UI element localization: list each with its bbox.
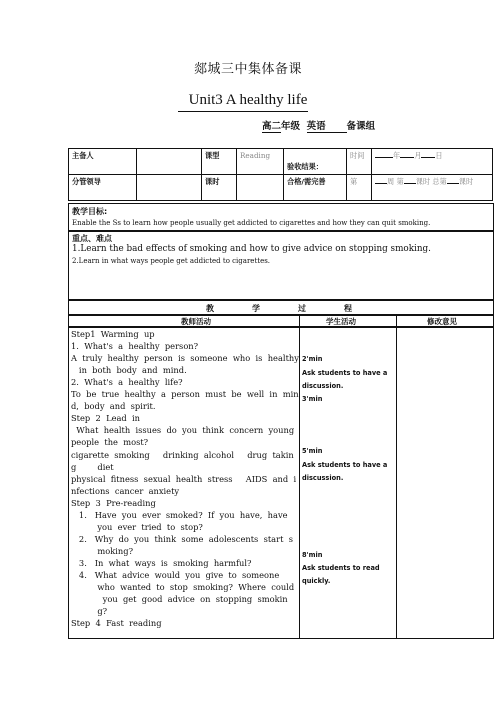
type-label: 课型 <box>202 149 237 175</box>
student-time-2: 3'min <box>302 395 323 403</box>
period-prefix: 第 <box>396 177 404 186</box>
check-label: 验收结果： <box>284 149 347 175</box>
teacher-line: in both body and mind. <box>71 365 187 376</box>
type-value: Reading <box>237 149 284 175</box>
teacher-line: 4. What advice would you give to someone <box>71 570 280 580</box>
period-count-cell <box>372 175 493 201</box>
unit-title: Unit3 A healthy life <box>188 92 308 108</box>
leader-value <box>137 175 202 201</box>
teacher-line: 2. What's a healthy life? <box>71 377 183 388</box>
teacher-line: 3. In what ways is smoking harmful? <box>71 557 252 568</box>
period-mid: 课时 总第 <box>415 177 447 186</box>
teacher-line: What health issues do you think concern young <box>71 425 295 436</box>
year-label: 年 <box>393 151 401 160</box>
student-time-3: 5'min <box>302 447 323 455</box>
month-label: 月 <box>414 151 422 160</box>
teacher-line: 1. Have you ever smoked? If you have, have <box>71 509 288 520</box>
process-char-1: 教 <box>206 304 214 313</box>
subject-value: 英语 <box>307 118 347 133</box>
unit-title-underline <box>178 111 308 112</box>
objectives-text: Enable the Ss to learn how people usually get addicted to cigarettes and how they can quit smoking. <box>72 219 431 227</box>
teacher-line: Step1 Warming up <box>71 329 155 339</box>
teacher-line: who wanted to stop smoking? Where could <box>71 582 295 593</box>
teacher-line: d, body and spirit. <box>71 401 156 412</box>
student-text-3a: Ask students to have a <box>302 461 388 469</box>
student-text-1b: discussion. <box>302 382 344 390</box>
grade-value: 高二 <box>262 118 281 133</box>
teacher-line: you get good advice on stopping smokin <box>71 594 288 605</box>
col-teacher: 教师活动 <box>181 317 211 326</box>
key-point-1: 1.Learn the bad effects of smoking and how to give advice on stopping smoking. <box>72 244 431 254</box>
teacher-line: 1. What's a healthy person? <box>71 341 199 352</box>
teacher-line: Step 4 Fast reading <box>71 618 162 629</box>
lead-value <box>137 149 202 175</box>
divider <box>396 326 397 638</box>
status-label: 合格/需完善 <box>284 175 347 201</box>
teacher-line: people the most? <box>71 437 149 448</box>
student-text-4a: Ask students to read <box>302 564 380 572</box>
grade-line <box>262 118 375 133</box>
grade-suffix: 年级 <box>281 121 301 132</box>
student-text-4b: quickly. <box>302 577 331 585</box>
period-suffix: 课时 <box>458 177 474 186</box>
key-point-2: 2.Learn in what ways people get addicted to cigarettes. <box>72 257 271 265</box>
key-points-box <box>68 230 494 301</box>
school-title: 郯城三中集体备课 <box>193 62 302 77</box>
lead-label: 主备人 <box>69 149 137 175</box>
teacher-line: physical fitness sexual health stress AIDS and i <box>71 473 297 484</box>
header-table <box>68 148 493 201</box>
objectives-label: 教学目标: <box>72 207 108 216</box>
leader-label: 分管领导 <box>69 175 137 201</box>
divider <box>299 326 300 638</box>
teacher-line: cigarette smoking drinking alcohol drug takin <box>71 449 294 460</box>
teacher-line: g diet <box>71 461 114 472</box>
col-notes: 修改意见 <box>427 317 457 326</box>
student-text-3b: discussion. <box>302 474 344 482</box>
col-student: 学生活动 <box>326 317 356 326</box>
teacher-line: Step 2 Lead in <box>71 413 141 424</box>
teacher-line: you ever tried to stop? <box>71 521 203 532</box>
week-cell <box>347 175 372 201</box>
student-text-1a: Ask students to have a <box>302 369 388 377</box>
week-suffix: 周 <box>387 177 395 186</box>
key-points-label: 重点、难点 <box>72 234 112 243</box>
process-char-2: 学 <box>252 304 260 313</box>
period-label: 课时 <box>202 175 237 201</box>
time-label: 时间 <box>347 149 372 175</box>
period-value <box>237 175 284 201</box>
student-time-4: 8'min <box>302 551 323 559</box>
teacher-line: moking? <box>71 545 134 556</box>
teacher-line: g? <box>71 606 108 617</box>
process-char-3: 过 <box>298 304 306 313</box>
group-suffix: 备课组 <box>346 121 376 132</box>
process-char-4: 程 <box>344 304 352 313</box>
teacher-line: A truly healthy person is someone who is healthy <box>71 353 299 364</box>
week-prefix: 第 <box>350 177 358 186</box>
teacher-line: Step 3 Pre-reading <box>71 497 156 508</box>
day-label: 日 <box>435 151 443 160</box>
objectives-box <box>68 203 494 232</box>
student-time-1: 2'min <box>302 355 323 363</box>
teacher-line: 2. Why do you think some adolescents start s <box>71 533 293 544</box>
teacher-line: To be true healthy a person must be well in min <box>71 389 299 400</box>
date-cell <box>372 149 493 175</box>
teacher-line: nfections cancer anxiety <box>71 485 180 496</box>
